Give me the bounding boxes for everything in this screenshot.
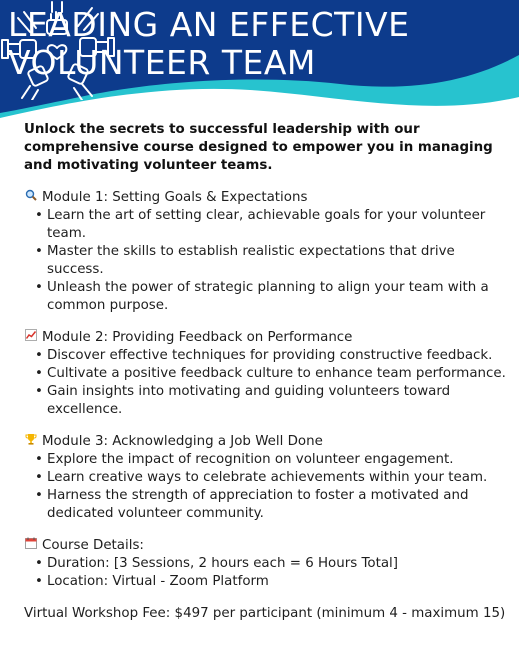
list-item: • Unleash the power of strategic planning to align your team with a common purpose. — [47, 279, 509, 315]
list-item: • Cultivate a positive feedback culture to enhance team performance. — [47, 365, 509, 383]
module-1-title — [24, 189, 509, 207]
list-item: • Master the skills to establish realistic expectations that drive success. — [47, 243, 509, 279]
title-line-2: VOLUNTEER TEAM — [8, 43, 316, 82]
module-1-list — [24, 207, 509, 315]
course-details — [24, 537, 509, 591]
list-item: • Learn the art of setting clear, achievable goals for your volunteer team. — [47, 207, 509, 243]
module-1 — [24, 189, 509, 315]
course-details-list — [24, 555, 509, 591]
module-3 — [24, 433, 509, 523]
module-3-list — [24, 451, 509, 523]
magnifier-icon — [24, 189, 38, 207]
module-2-title — [24, 329, 509, 347]
chart-increasing-icon — [24, 329, 38, 347]
list-item: • Learn creative ways to celebrate achievements within your team. — [47, 469, 509, 487]
module-2 — [24, 329, 509, 419]
list-item: • Location: Virtual - Zoom Platform — [47, 573, 509, 591]
list-item: • Explore the impact of recognition on volunteer engagement. — [47, 451, 509, 469]
list-item: • Harness the strength of appreciation to foster a motivated and dedicated volunteer community. — [47, 487, 509, 523]
main-content — [24, 121, 509, 636]
intro-text: Unlock the secrets to successful leadership with our comprehensive course designed to empower you in managing and motivating volunteer teams. — [24, 122, 493, 173]
module-2-title-text: Module 2: Providing Feedback on Performance — [42, 330, 353, 345]
list-item: • Discover effective techniques for providing constructive feedback. — [47, 347, 509, 365]
calendar-icon — [24, 537, 38, 555]
header-banner — [0, 0, 519, 130]
course-details-title-text: Course Details: — [42, 538, 144, 553]
workshop-fee: Virtual Workshop Fee: $497 per participant (minimum 4 - maximum 15) — [24, 606, 506, 621]
course-details-title — [24, 537, 509, 555]
list-item: • Gain insights into motivating and guiding volunteers toward excellence. — [47, 383, 509, 419]
module-2-list — [24, 347, 509, 419]
trophy-icon — [24, 433, 38, 451]
team-hands-icon — [0, 0, 119, 100]
title-line-1: LEADING AN EFFECTIVE — [8, 5, 410, 44]
module-3-title — [24, 433, 509, 451]
module-1-title-text: Module 1: Setting Goals & Expectations — [42, 190, 308, 205]
module-3-title-text: Module 3: Acknowledging a Job Well Done — [42, 434, 323, 449]
list-item: • Duration: [3 Sessions, 2 hours each = 6 Hours Total] — [47, 555, 509, 573]
